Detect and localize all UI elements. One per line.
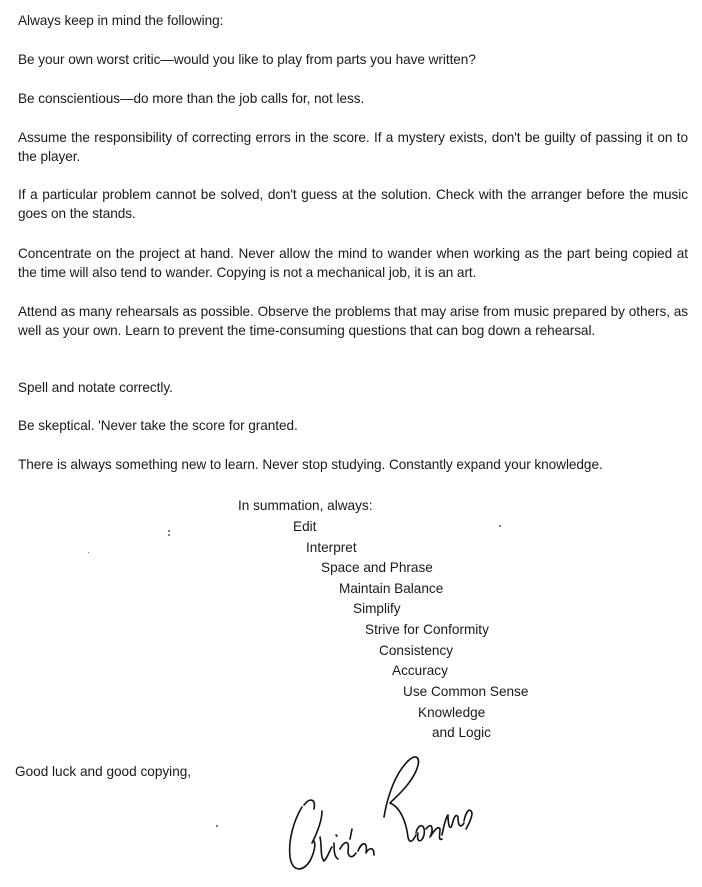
summation-item: Use Common Sense [403, 684, 529, 699]
paragraph-7: Spell and notate correctly. [18, 380, 173, 395]
scan-speck [168, 534, 170, 536]
summation-item: Consistency [379, 643, 454, 658]
paragraph-9: There is always something new to learn. Never stop studying. Constantly expand your knowledge. [18, 457, 603, 472]
summation-title: In summation, always: [238, 498, 373, 513]
scan-speck [216, 825, 218, 827]
paragraph-4: If a particular problem cannot be solved, don't guess at the solution. Check with the arranger before the music goes on the stands. [18, 187, 688, 221]
paragraph-6: Attend as many rehearsals as possible. Observe the problems that may arise from music prepared by others, as well as your own. Learn to prevent the time-consuming questions that can bog down a rehearsal. [18, 304, 688, 338]
scan-speck [88, 552, 89, 553]
paragraph-3: Assume the responsibility of correcting errors in the score. If a mystery exists, don't be guilty of passing it on to the player. [18, 130, 688, 164]
summation-item: Strive for Conformity [365, 622, 489, 637]
summation-item: Maintain Balance [339, 581, 444, 596]
scan-speck [499, 525, 501, 527]
paragraph-1: Be your own worst critic—would you like to play from parts you have written? [18, 52, 476, 67]
summation-item: Edit [293, 519, 317, 534]
paragraph-8: Be skeptical. 'Never take the score for granted. [18, 418, 298, 433]
summation-item: and Logic [432, 725, 491, 740]
paragraph-2: Be conscientious—do more than the job calls for, not less. [18, 91, 365, 106]
summation-item: Accuracy [392, 663, 448, 678]
summation-item: Space and Phrase [321, 560, 433, 575]
scan-speck [168, 530, 170, 532]
intro-line: Always keep in mind the following: [18, 13, 224, 28]
closing-line: Good luck and good copying, [15, 764, 192, 779]
summation-item: Simplify [353, 601, 401, 616]
summation-item: Interpret [306, 540, 357, 555]
paragraph-5: Concentrate on the project at hand. Never allow the mind to wander when working as the part being copied at the time will also tend to wander. Copying is not a mechanical job, it is an art. [18, 246, 688, 280]
handwritten-signature [280, 745, 480, 880]
summation-item: Knowledge [418, 705, 486, 720]
